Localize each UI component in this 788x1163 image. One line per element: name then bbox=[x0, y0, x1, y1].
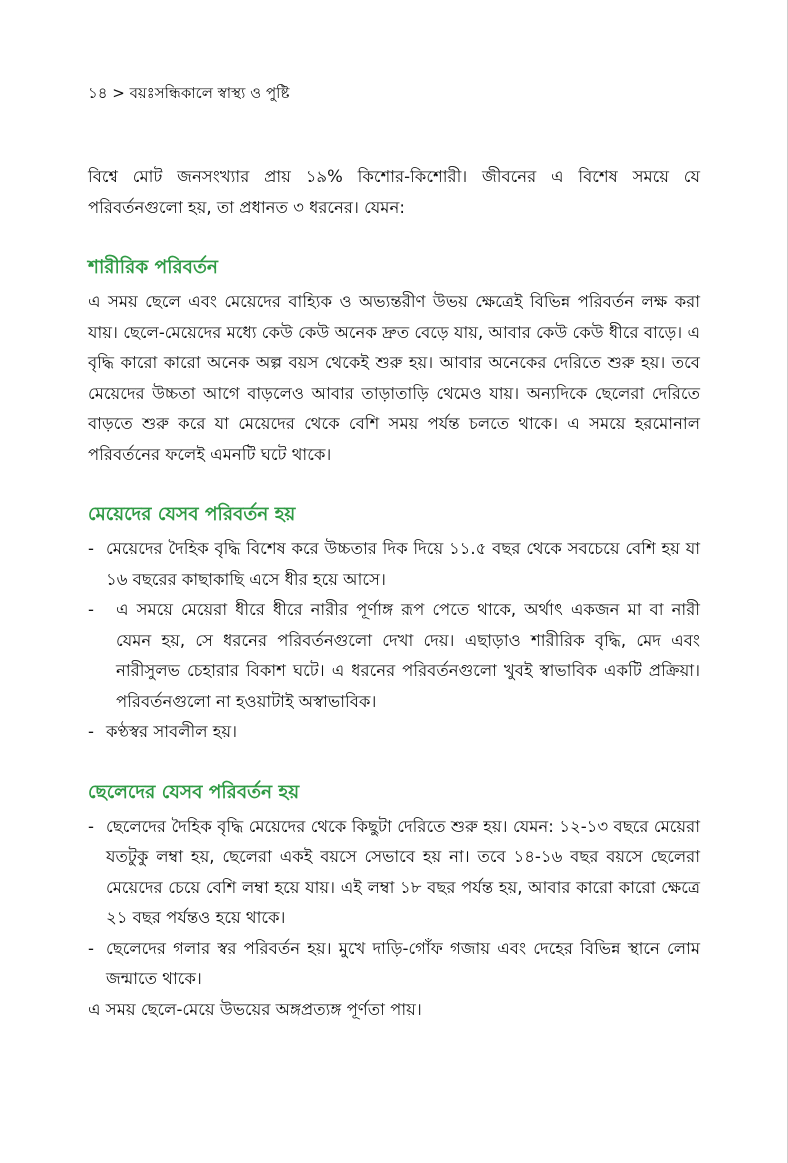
section-paragraph: এ সময় ছেলে এবং মেয়েদের বাহ্যিক ও অভ্যন্তরীণ উভয় ক্ষেত্রেই বিভিন্ন পরিবর্তন লক্ষ করা যায়। ছেলে-মেয়েদের মধ্যে কেউ কেউ অনেক দ্রুত বেড়ে যায়, আবার কেউ কেউ ধীরে বাড়ে। এ বৃদ্ধি কারো কারো অনেক অল্প বয়স থেকেই শুরু হয়। আবার অনেকের দেরিতে শুরু হয়। তবে মেয়েদের উচ্চতা আগে বাড়লেও আবার তাড়াতাড়ি থেমেও যায়। অন্যদিকে ছেলেরা দেরিতে বাড়তে শুরু করে যা মেয়েদের থেকে বেশি সময় পর্যন্ত চলতে থাকে। এ সময়ে হরমোনাল পরিবর্তনের ফলেই এমনটি ঘটে থাকে। bbox=[88, 292, 700, 464]
list-item: - ছেলেদের গলার স্বর পরিবর্তন হয়। মুখে দাড়ি-গোঁফ গজায় এবং দেহের বিভিন্ন স্থানে লোম জন্মাতে থাকে। bbox=[88, 934, 700, 995]
section-heading: শারীরিক পরিবর্তন bbox=[88, 257, 218, 278]
closing-line: এ সময় ছেলে-মেয়ে উভয়ের অঙ্গপ্রত্যঙ্গ পূর্ণতা পায়। bbox=[88, 999, 422, 1019]
section-heading: মেয়েদের যেসব পরিবর্তন হয় bbox=[88, 504, 296, 525]
boys-changes-list bbox=[88, 812, 700, 995]
list-item: - ছেলেদের দৈহিক বৃদ্ধি মেয়েদের থেকে কিছুটা দেরিতে শুরু হয়। যেমন: ১২-১৩ বছরে মেয়েরা যতটুকু লম্বা হয়, ছেলেরা একই বয়সে সেভাবে হয় না। তবে ১৪-১৬ বছর বয়সে ছেলেরা মেয়েদের চেয়ে বেশি লম্বা হয়ে যায়। এই লম্বা ১৮ বছর পর্যন্ত হয়, আবার কারো কারো ক্ষেত্রে ২১ বছর পর্যন্তও হয়ে থাকে। bbox=[88, 812, 700, 934]
running-header: ১৪ > বয়ঃসন্ধিকালে স্বাস্থ্য ও পুষ্টি bbox=[88, 84, 290, 102]
page-body bbox=[88, 162, 700, 1025]
section-physical-changes bbox=[88, 253, 700, 470]
section-heading: ছেলেদের যেসব পরিবর্তন হয় bbox=[88, 781, 300, 803]
section-boys-changes bbox=[88, 778, 700, 1026]
list-item: - মেয়েদের দৈহিক বৃদ্ধি বিশেষ করে উচ্চতার দিক দিয়ে ১১.৫ বছর থেকে সবচেয়ে বেশি হয় যা ১৬ বছরের কাছাকাছি এসে ধীর হয়ে আসে। bbox=[88, 534, 700, 595]
list-item: - এ সময়ে মেয়েরা ধীরে ধীরে নারীর পূর্ণাঙ্গ রূপ পেতে থাকে, অর্থাৎ একজন মা বা নারী যেমন হয়, সে ধরনের পরিবর্তনগুলো দেখা দেয়। এছাড়াও শারীরিক বৃদ্ধি, মেদ এবং নারীসুলভ চেহারার বিকাশ ঘটে। এ ধরনের পরিবর্তনগুলো খুবই স্বাভাবিক একটি প্রক্রিয়া। পরিবর্তনগুলো না হওয়াটাই অস্বাভাবিক। bbox=[88, 595, 700, 717]
intro-paragraph: বিশ্বে মোট জনসংখ্যার প্রায় ১৯% কিশোর-কিশোরী। জীবনের এ বিশেষ সময়ে যে পরিবর্তনগুলো হয়, তা প্রধানত ৩ ধরনের। যেমন: bbox=[88, 167, 700, 217]
section-girls-changes bbox=[88, 500, 700, 748]
girls-changes-list bbox=[88, 534, 700, 748]
list-item: - কণ্ঠস্বর সাবলীল হয়। bbox=[88, 717, 700, 748]
